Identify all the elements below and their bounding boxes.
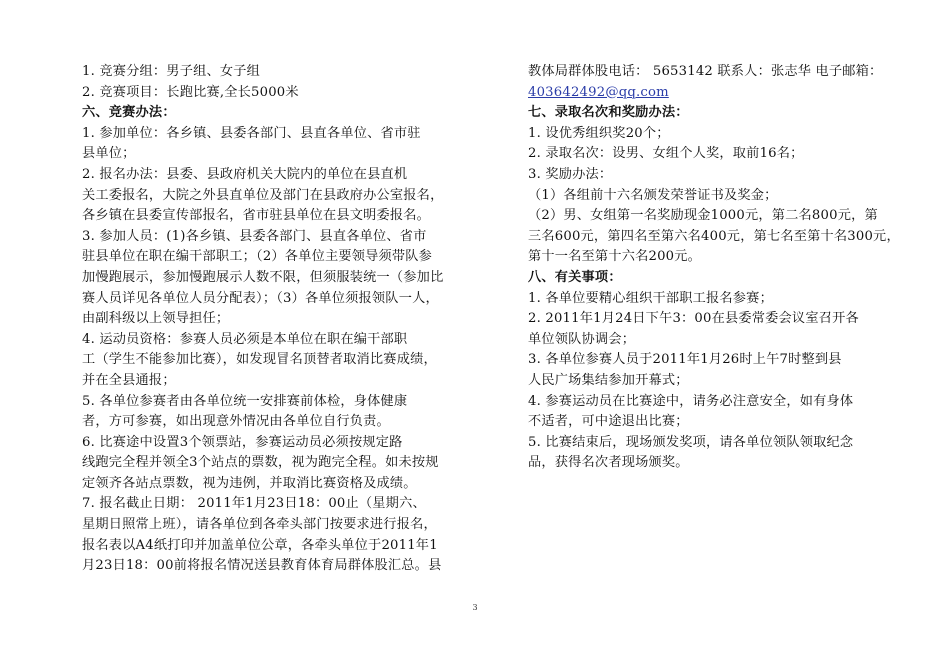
text-line: 1. 各单位要精心组织干部职工报名参赛；	[528, 290, 773, 306]
page-number: 3	[472, 603, 478, 612]
section-heading: 八、有关事项：	[528, 269, 622, 285]
text-line: 者，方可参赛，如出现意外情况由各单位自行负责。	[82, 414, 390, 430]
text-line: 5. 各单位参赛者由各单位统一安排赛前体检，身体健康	[82, 393, 408, 409]
text-line: 赛人员详见各单位人员分配表）；（3）各单位须报领队一人，	[82, 290, 439, 306]
text-line: 7. 报名截止日期： 2011年1月23日18：00止（星期六、	[82, 496, 426, 512]
text-line: 线跑完全程并领全3个站点的票数，视为跑完全程。如未按规	[82, 455, 439, 471]
text-line: 4. 运动员资格：参赛人员必须是本单位在职在编干部职	[82, 331, 408, 347]
text-line: 由副科级以上领导担任；	[82, 311, 230, 327]
text-line: 3. 参加人员：(1)各乡镇、县委各部门、县直各单位、省市	[82, 228, 427, 244]
text-line: 并在全县通报；	[82, 372, 176, 388]
text-line: 关工委报名，大院之外县直单位及部门在县政府办公室报名，	[82, 187, 444, 203]
section-heading: 七、录取名次和奖励办法：	[528, 105, 689, 121]
text-line: 4. 参赛运动员在比赛途中，请务必注意安全，如有身体	[528, 393, 854, 409]
text-line: 不适者，可中途退出比赛；	[528, 414, 689, 430]
text-line: 定领齐各站点票数，视为违例，并取消比赛资格及成绩。	[82, 475, 417, 491]
text-line: 2. 录取名次：设男、女组个人奖，取前16名；	[528, 146, 804, 162]
text-line: 1. 参加单位：各乡镇、县委各部门、县直各单位、省市驻	[82, 125, 421, 141]
text-line: 2. 竞赛项目：长跑比赛,全长5000米	[82, 84, 299, 100]
text-line: （2）男、女组第一名奖励现金1000元，第二名800元，第	[528, 208, 878, 224]
text-line: （1）各组前十六名颁发荣誉证书及奖金；	[528, 187, 778, 203]
text-line: 3. 奖励办法：	[528, 166, 613, 182]
text-line: 单位领队协调会；	[528, 331, 636, 347]
text-line: 月23日18：00前将报名情况送县教育体育局群体股汇总。县	[82, 558, 442, 574]
text-line: 5. 比赛结束后，现场颁发奖项，请各单位领队领取纪念	[528, 434, 854, 450]
text-line: 6. 比赛途中设置3个领票站，参赛运动员必须按规定路	[82, 434, 403, 450]
text-line: 人民广场集结参加开幕式；	[528, 372, 689, 388]
text-line: 1. 设优秀组织奖20个；	[528, 125, 670, 141]
email-link[interactable]: 403642492@qq.com	[528, 84, 669, 100]
text-line: 第十一名至第十六名200元。	[528, 249, 702, 265]
text-line: 报名表以A4纸打印并加盖单位公章，各牵头单位于2011年1	[82, 537, 438, 553]
text-line: 教体局群体股电话： 5653142 联系人：张志华 电子邮箱：	[528, 64, 883, 79]
text-line: 2. 2011年1月24日下午3：00在县委常委会议室召开各	[528, 311, 859, 327]
text-line: 1. 竞赛分组：男子组、女子组	[82, 64, 261, 79]
text-line: 品，获得名次者现场颁奖。	[528, 455, 689, 471]
right-text-column	[528, 62, 898, 474]
text-line: 各乡镇在县委宣传部报名，省市驻县单位在县文明委报名。	[82, 208, 431, 224]
left-text-column	[82, 62, 454, 577]
text-line: 3. 各单位参赛人员于2011年1月26时上午7时整到县	[528, 352, 842, 368]
section-heading: 六、竞赛办法：	[82, 105, 176, 121]
text-line: 县单位；	[82, 146, 136, 162]
text-line: 三名600元，第四名至第六名400元，第七名至第十名300元，	[528, 228, 900, 244]
text-line: 2. 报名办法：县委、县政府机关大院内的单位在县直机	[82, 166, 408, 182]
text-line: 加慢跑展示，参加慢跑展示人数不限，但须服装统一（参加比	[82, 269, 444, 285]
text-line: 星期日照常上班），请各单位到各牵头部门按要求进行报名，	[82, 517, 437, 533]
text-line: 工（学生不能参加比赛），如发现冒名顶替者取消比赛成绩，	[82, 352, 437, 368]
text-line: 驻县单位在职在编干部职工；（2）各单位主要领导须带队参	[82, 249, 433, 265]
